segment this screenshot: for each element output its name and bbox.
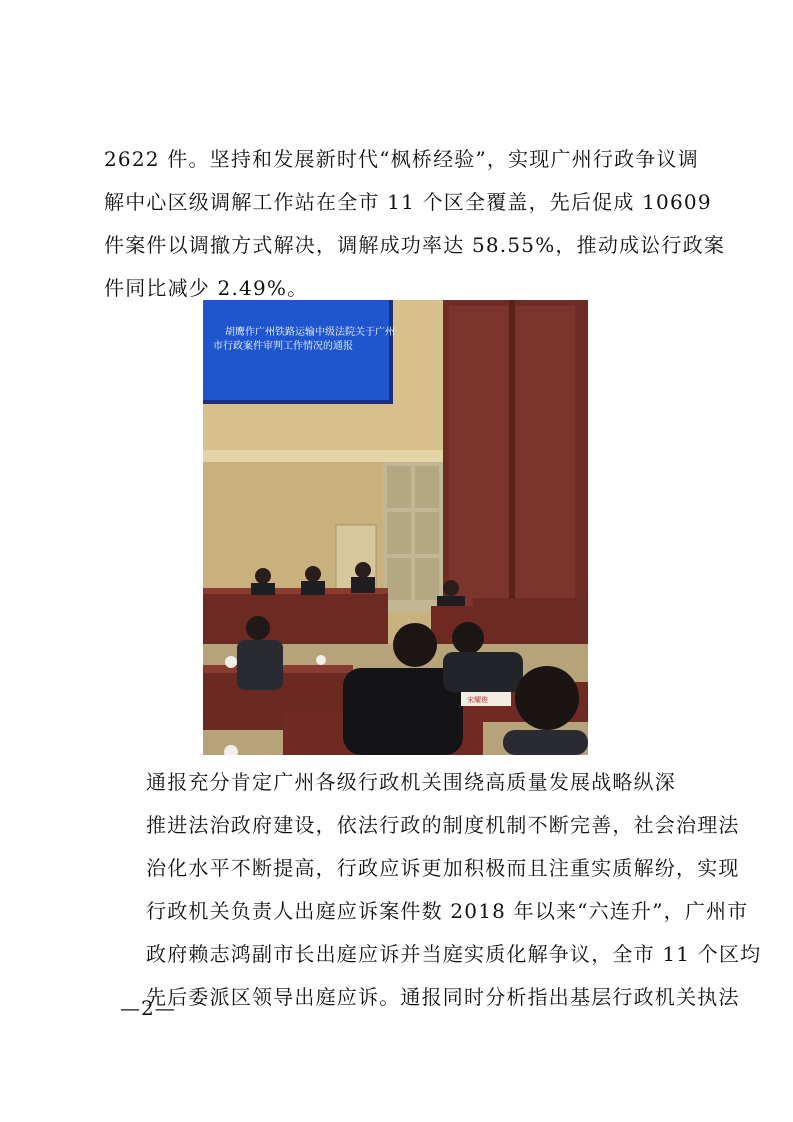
meeting-photo-illustration xyxy=(203,300,588,755)
paragraph-report-summary xyxy=(104,761,762,1019)
screen-title-line-2: 市行政案件审判工作情况的通报 xyxy=(213,341,353,352)
text-line: 件同比减少 2.49%。 xyxy=(104,276,309,300)
text-line: 治化水平不断提高，行政应诉更加积极而且注重实质解纷，实现 xyxy=(146,856,740,880)
text-line: 先后委派区领导出庭应诉。通报同时分析指出基层行政机关执法 xyxy=(146,985,740,1009)
text-line: 通报充分肯定广州各级行政机关围绕高质量发展战略纵深 xyxy=(146,770,676,794)
text-line: 行政机关负责人出庭应诉案件数 2018 年以来“六连升”，广州市 xyxy=(146,899,749,923)
page-number: —2— xyxy=(120,996,176,1020)
text-line: 解中心区级调解工作站在全市 11 个区全覆盖，先后促成 10609 xyxy=(104,190,712,214)
paragraph-intro-stats xyxy=(104,138,726,310)
screen-title-line-1: 胡鹰作广州铁路运输中级法院关于广州 xyxy=(225,327,395,338)
text-line: 2622 件。坚持和发展新时代“枫桥经验”，实现广州行政争议调 xyxy=(104,147,699,171)
nameplate-text: 宋耀俊 xyxy=(467,696,488,704)
text-line: 推进法治政府建设，依法行政的制度机制不断完善，社会治理法 xyxy=(146,813,740,837)
text-line: 件案件以调撤方式解决，调解成功率达 58.55%，推动成讼行政案 xyxy=(104,233,726,257)
text-line: 政府赖志鸿副市长出庭应诉并当庭实质化解争议，全市 11 个区均 xyxy=(146,942,762,966)
meeting-photo xyxy=(203,300,588,755)
